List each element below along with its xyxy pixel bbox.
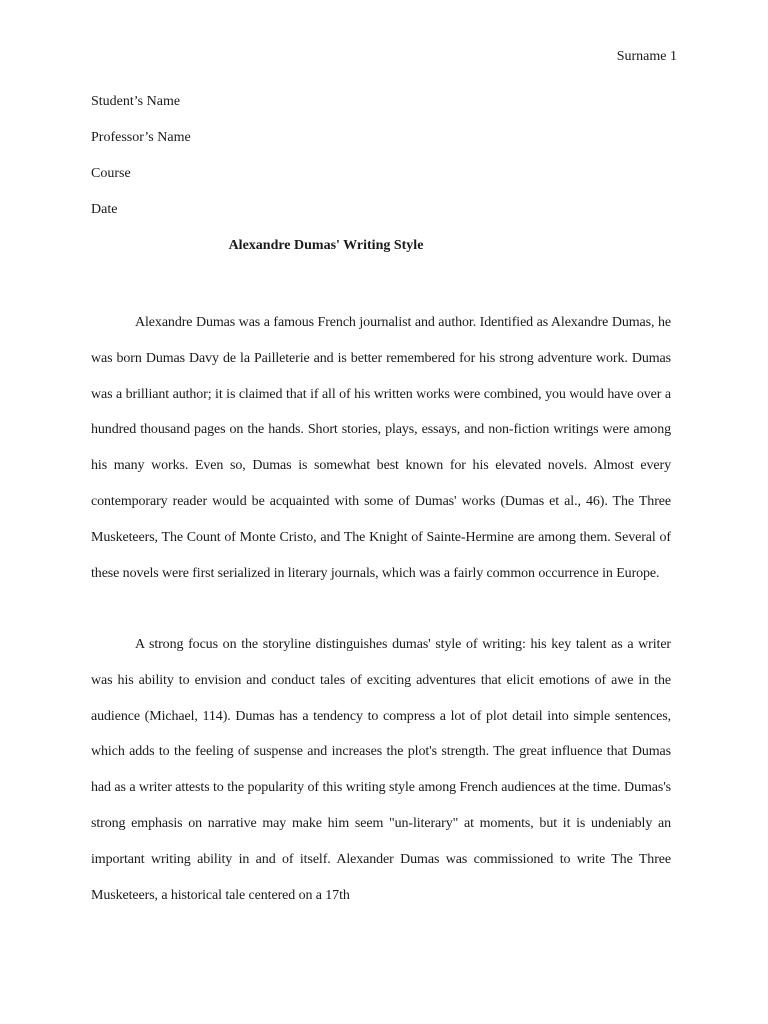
student-name-line: Student’s Name	[91, 94, 181, 109]
running-header: Surname 1	[616, 49, 677, 64]
body-paragraph-2: A strong focus on the storyline distinguishes dumas' style of writing: his key talent as a writer was his ability to envision and conduct tales of exciting adventures that elicit emotions of awe in the audience (Michael, 114). Dumas has a tendency to compress a lot of plot detail into simple sentences, which adds to the feeling of suspense and increases the plot's strength. The great influence that Dumas had as a writer attests to the popularity of this writing style among French audiences at the time. Dumas's strong emphasis on narrative may make him seem "un-literary" at moments, but it is undeniably an important writing ability in and of itself. Alexander Dumas was commissioned to write The Three Musketeers, a historical tale centered on a 17th	[91, 637, 671, 903]
heading-block	[91, 92, 671, 272]
course-line: Course	[91, 166, 131, 181]
date-line: Date	[91, 202, 118, 217]
body-paragraph-1: Alexandre Dumas was a famous French journalist and author. Identified as Alexandre Dumas, he was born Dumas Davy de la Pailleterie and is better remembered for his strong adventure work. Dumas was a brilliant author; it is claimed that if all of his written works were combined, you would have over a hundred thousand pages on the hands. Short stories, plays, essays, and non-fiction writings were among his many works. Even so, Dumas is somewhat best known for his elevated novels. Almost every contemporary reader would be acquainted with some of Dumas' works (Dumas et al., 46). The Three Musketeers, The Count of Monte Cristo, and The Knight of Sainte-Hermine are among them. Several of these novels were first serialized in literary journals, which was a fairly common occurrence in Europe.	[91, 315, 671, 581]
professor-name-line: Professor’s Name	[91, 130, 191, 145]
essay-title: Alexandre Dumas' Writing Style	[228, 238, 424, 253]
